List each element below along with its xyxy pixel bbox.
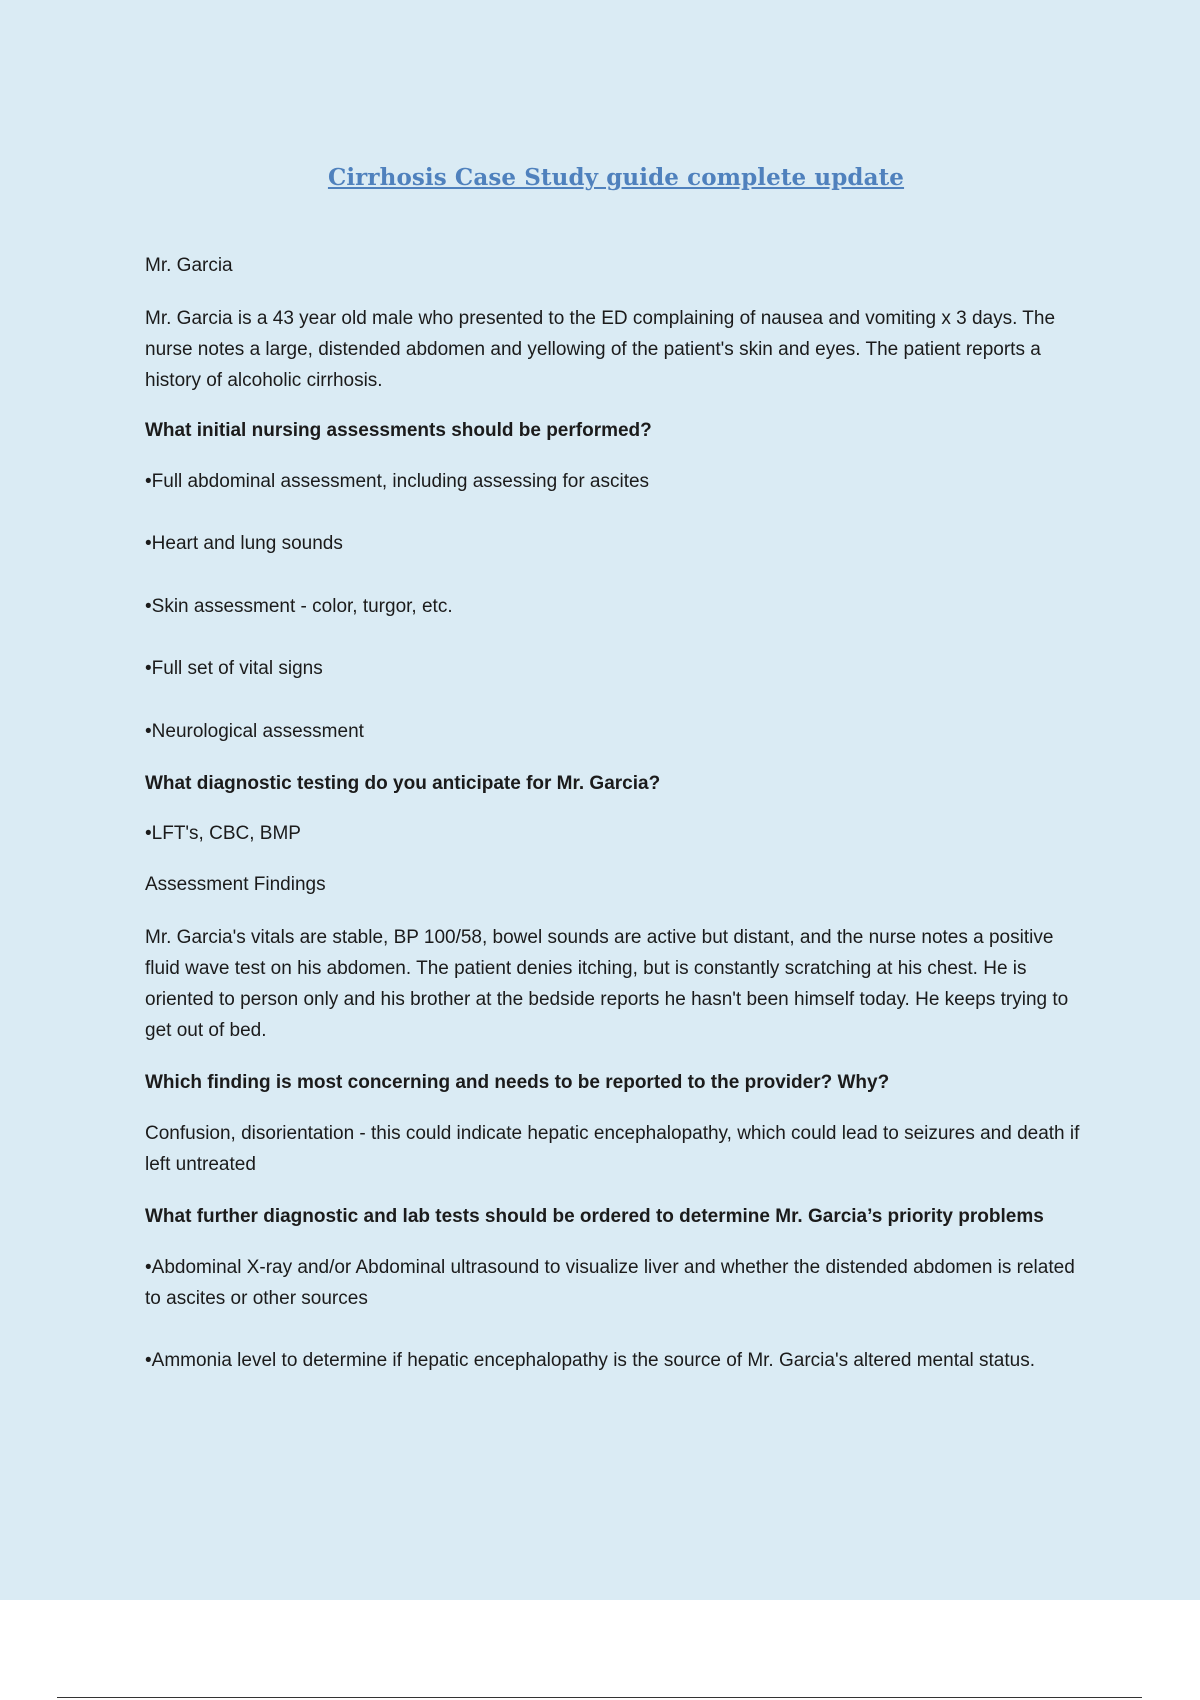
question-concerning-finding: Which finding is most concerning and needs to be reported to the provider? Why? [145, 1072, 890, 1093]
question-further-tests: What further diagnostic and lab tests should be ordered to determine Mr. Garcia’s priority problems [145, 1206, 1044, 1227]
intro-paragraph: Mr. Garcia is a 43 year old male who presented to the ED complaining of nausea and vomiting x 3 days. The nurse notes a large, distended abdomen and yellowing of the patient's skin and eyes. The patient reports a history of alcoholic cirrhosis. [145, 308, 1056, 391]
findings-paragraph: Mr. Garcia's vitals are stable, BP 100/58, bowel sounds are active but distant, and the nurse notes a positive fluid wave test on his abdomen. The patient denies itching, but is constantly scratching at his chest. He is oriented to person only and his brother at the bedside reports he hasn't been himself today. He keeps trying to get out of bed. [145, 927, 1069, 1041]
findings-heading: Assessment Findings [145, 874, 326, 895]
document-title: Cirrhosis Case Study guide complete update [327, 164, 905, 191]
list-item: •Full abdominal assessment, including assessing for ascites [145, 471, 650, 492]
list-item: •Neurological assessment [145, 721, 364, 742]
list-item: •Abdominal X-ray and/or Abdominal ultrasound to visualize liver and whether the distended abdomen is related to ascites or other sources [145, 1257, 1075, 1309]
question-diagnostic-testing: What diagnostic testing do you anticipate for Mr. Garcia? [145, 773, 661, 794]
footer-divider [57, 1697, 1142, 1698]
list-item: •Full set of vital signs [145, 658, 323, 679]
question-initial-assessments: What initial nursing assessments should be performed? [145, 420, 652, 441]
list-item: •Skin assessment - color, turgor, etc. [145, 596, 453, 617]
concerning-finding-answer: Confusion, disorientation - this could indicate hepatic encephalopathy, which could lead to seizures and death if left untreated [145, 1123, 1080, 1175]
list-item: •Ammonia level to determine if hepatic encephalopathy is the source of Mr. Garcia's altered mental status. [145, 1350, 1036, 1371]
patient-name: Mr. Garcia [145, 255, 233, 276]
diagnostic-testing-answer: •LFT's, CBC, BMP [145, 823, 301, 844]
list-item: •Heart and lung sounds [145, 533, 343, 554]
